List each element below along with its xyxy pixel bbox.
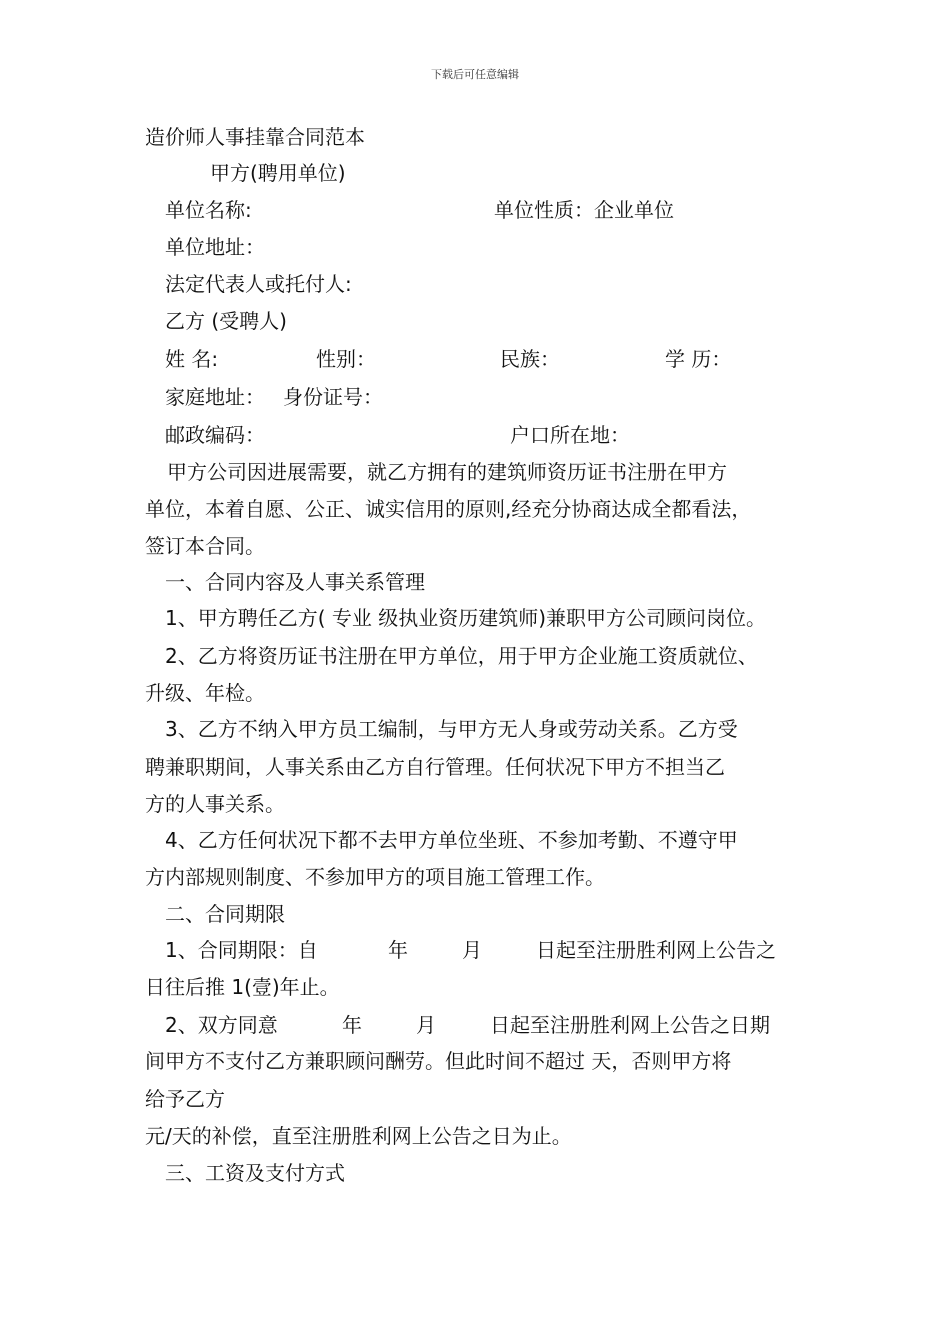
clause-1-2-cont: 升级、年检。 — [145, 681, 265, 705]
section-2-heading: 二、合同期限 — [165, 902, 285, 926]
clause-2-2-cont: 元/天的补偿，直至注册胜利网上公告之日为止。 — [145, 1124, 572, 1148]
clause-1-1: 1、甲方聘任乙方( 专业 级执业资历建筑师)兼职甲方公司顾问岗位。 — [165, 606, 767, 630]
page-header: 下载后可任意编辑 — [431, 68, 519, 81]
intro-line: 甲方公司因进展需要，就乙方拥有的建筑师资历证书注册在甲方 — [167, 460, 727, 484]
intro-line: 签订本合同。 — [145, 534, 265, 558]
legal-rep-label: 法定代表人或托付人: — [165, 272, 352, 296]
home-address-label: 家庭地址： — [165, 385, 265, 409]
hukou-label: 户口所在地： — [510, 423, 630, 447]
clause-2-2-end: 日起至注册胜利网上公告之日期 — [490, 1013, 770, 1037]
clause-2-2-start: 2、双方同意 — [165, 1013, 278, 1037]
ethnicity-label: 民族： — [500, 347, 560, 371]
clause-2-1-cont: 日往后推 1(壹)年止。 — [145, 975, 340, 999]
clause-2-1-month: 月 — [462, 938, 482, 962]
clause-1-2: 2、乙方将资历证书注册在甲方单位，用于甲方企业施工资质就位、 — [165, 644, 758, 668]
party-b-heading: 乙方 (受聘人) — [165, 309, 287, 333]
clause-2-2-cont: 给予乙方 — [145, 1087, 225, 1111]
gender-label: 性别： — [316, 347, 376, 371]
clause-1-4-cont: 方内部规则制度、不参加甲方的项目施工管理工作。 — [145, 865, 605, 889]
clause-1-3-cont: 聘兼职期间，人事关系由乙方自行管理。任何状况下甲方不担当乙 — [145, 755, 725, 779]
education-label: 学 历： — [665, 347, 732, 371]
name-label: 姓 名: — [165, 347, 219, 371]
section-3-heading: 三、工资及支付方式 — [165, 1161, 345, 1185]
unit-type-label: 单位性质：企业单位 — [494, 198, 674, 222]
clause-1-3-cont: 方的人事关系。 — [145, 792, 285, 816]
clause-2-2-month: 月 — [416, 1013, 436, 1037]
clause-1-4: 4、乙方任何状况下都不去甲方单位坐班、不参加考勤、不遵守甲 — [165, 828, 738, 852]
unit-address-label: 单位地址： — [165, 235, 265, 259]
clause-2-1-start: 1、合同期限：自 — [165, 938, 318, 962]
id-number-label: 身份证号： — [283, 385, 383, 409]
document-title: 造价师人事挂靠合同范本 — [145, 125, 365, 149]
postal-code-label: 邮政编码： — [165, 423, 265, 447]
intro-line: 单位，本着自愿、公正、诚实信用的原则,经充分协商达成全都看法， — [145, 497, 752, 521]
clause-1-3: 3、乙方不纳入甲方员工编制，与甲方无人身或劳动关系。乙方受 — [165, 717, 738, 741]
section-1-heading: 一、合同内容及人事关系管理 — [165, 570, 425, 594]
clause-2-2-cont: 间甲方不支付乙方兼职顾问酬劳。但此时间不超过 天，否则甲方将 — [145, 1049, 732, 1073]
clause-2-1-year: 年 — [388, 938, 408, 962]
unit-name-label: 单位名称: — [165, 198, 252, 222]
clause-2-1-end: 日起至注册胜利网上公告之 — [536, 938, 776, 962]
clause-2-2-year: 年 — [342, 1013, 362, 1037]
party-a-heading: 甲方(聘用单位) — [210, 161, 346, 185]
